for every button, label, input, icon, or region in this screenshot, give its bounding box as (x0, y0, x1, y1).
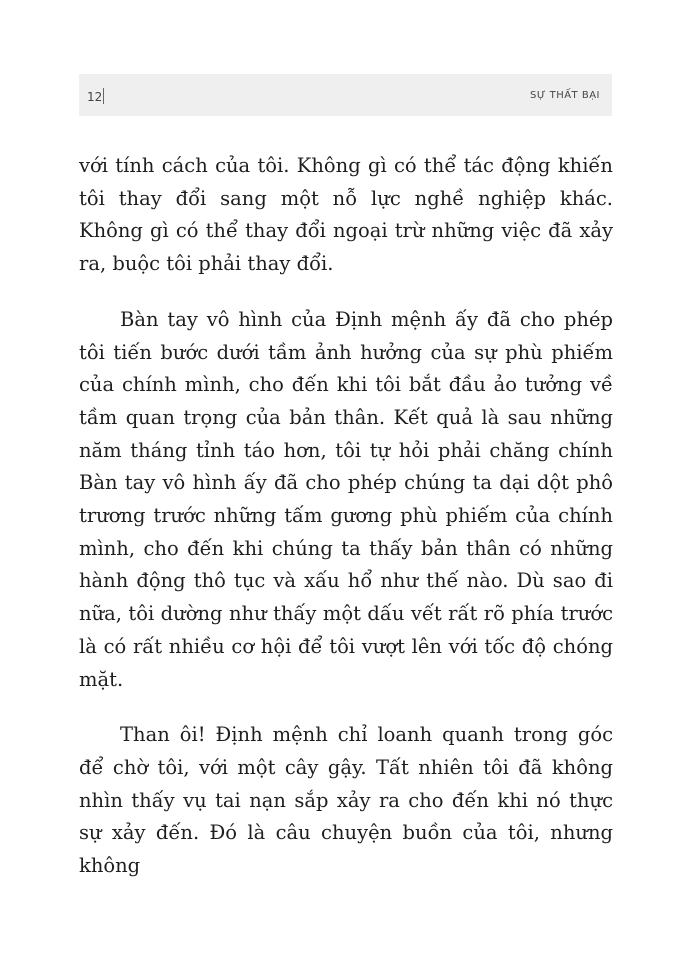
body-text (79, 150, 613, 883)
running-title: SỰ THẤT BẠI (529, 90, 600, 101)
paragraph-invisible-hand: Bàn tay vô hình của Định mệnh ấy đã cho phép tôi tiến bước dưới tầm ảnh hưởng của sự phù phiếm của chính mình, cho đến khi tôi bắt đầu ảo tưởng về tầm quan trọng của bản thân. Kết quả là sau những năm tháng tỉnh táo hơn, tôi tự hỏi phải chăng chính Bàn tay vô hình ấy đã cho phép chúng ta dại dột phô trương trước những tấm gương phù phiếm của chính mình, cho đến khi chúng ta thấy bản thân có những hành động thô tục và xấu hổ như thế nào. Dù sao đi nữa, tôi dường như thấy một dấu vết rất rõ phía trước là có rất nhiều cơ hội để tôi vượt lên với tốc độ chóng mặt. (79, 307, 613, 691)
paragraph-continued: với tính cách của tôi. Không gì có thể tác động khiến tôi thay đổi sang một nỗ lực nghề nghiệp khác. Không gì có thể thay đổi ngoại trừ những việc đã xảy ra, buộc tôi phải thay đổi. (79, 154, 613, 276)
header-divider (103, 88, 104, 104)
paragraph-alas: Than ôi! Định mệnh chỉ loanh quanh trong góc để chờ tôi, với một cây gậy. Tất nhiên tôi đã không nhìn thấy vụ tai nạn sắp xảy ra cho đến khi nó thực sự xảy đến. Đó là câu chuyện buồn của tôi, nhưng không (79, 723, 613, 878)
page-number: 12 (87, 90, 103, 104)
running-header (79, 74, 612, 116)
